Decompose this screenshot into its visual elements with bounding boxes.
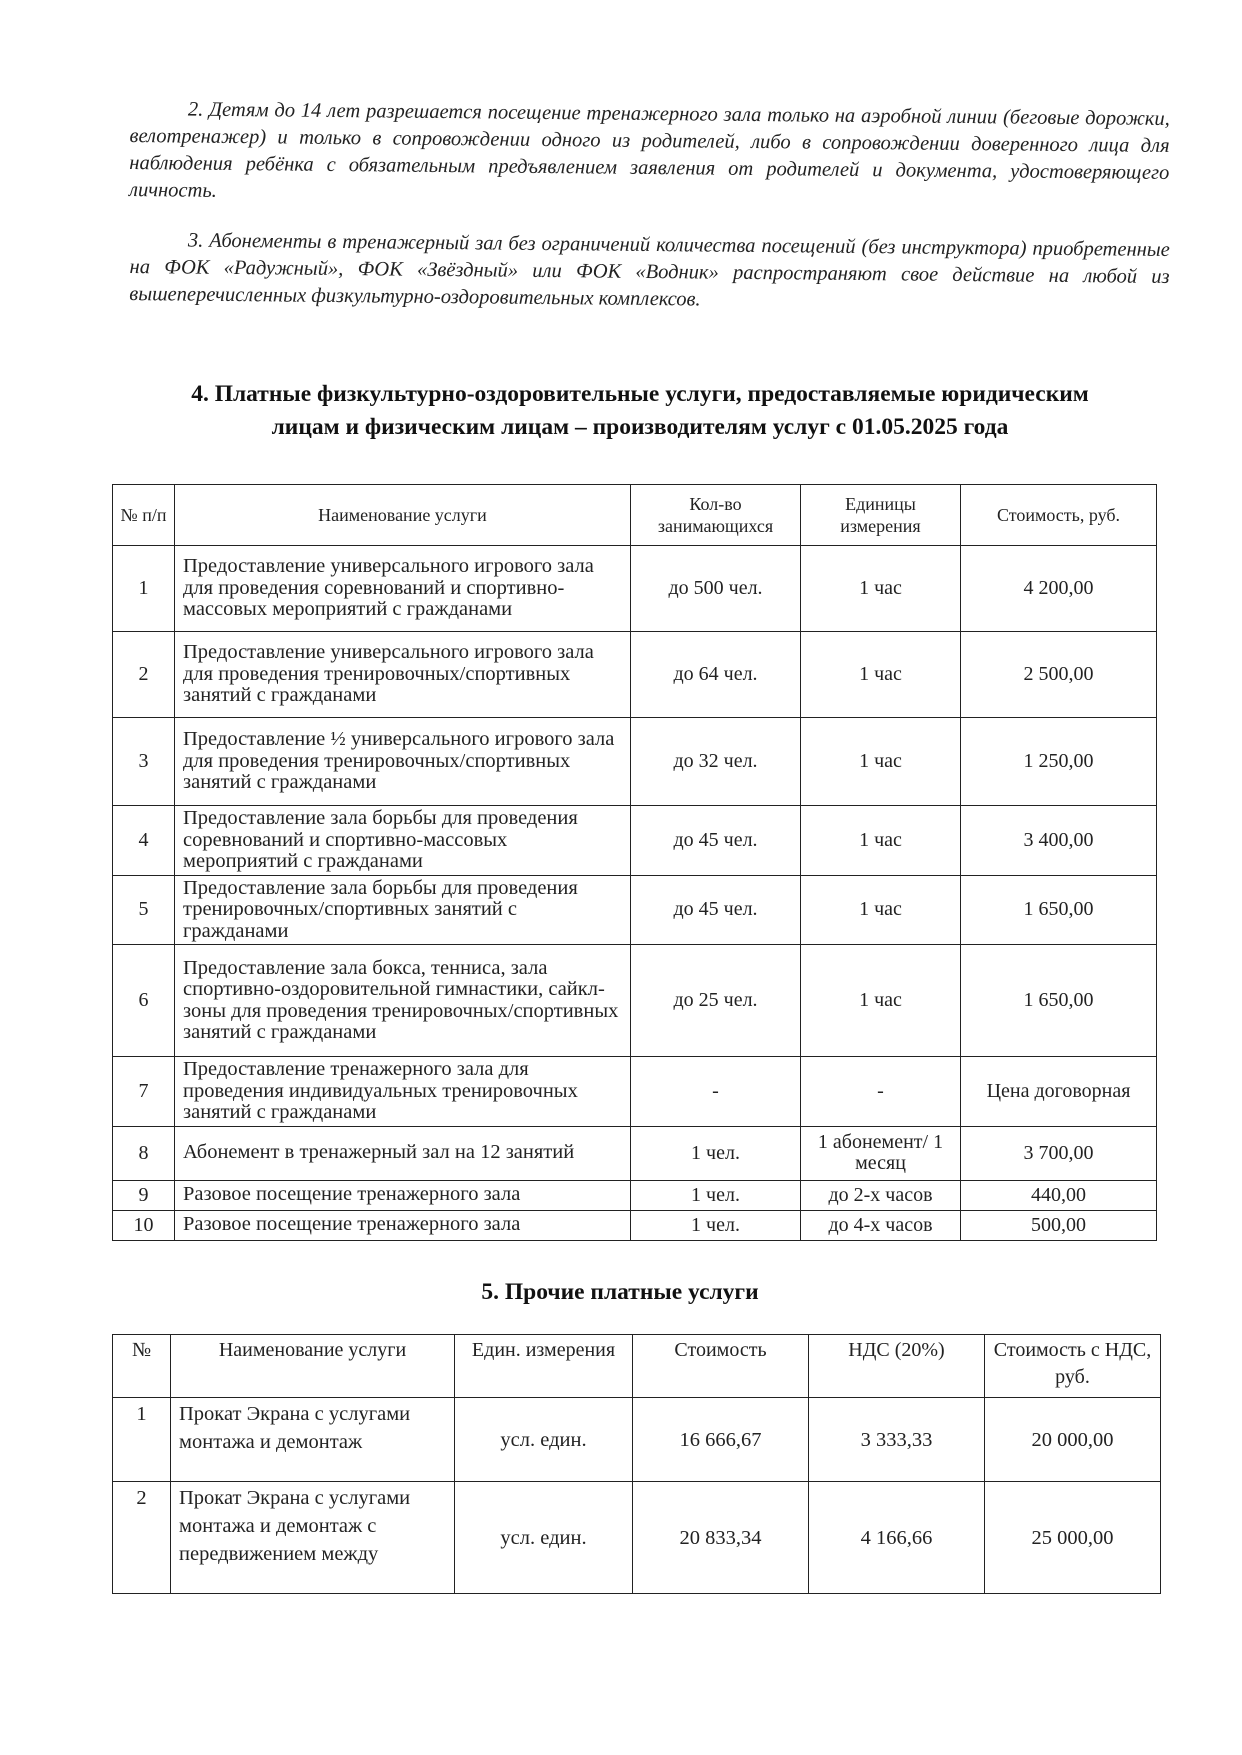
row-price: 500,00	[961, 1210, 1157, 1240]
row-unit: 1 час	[801, 875, 961, 945]
table-row	[113, 1057, 1157, 1127]
row-total: 20 000,00	[985, 1398, 1161, 1482]
row-price: Цена договорная	[961, 1057, 1157, 1127]
row-price: 440,00	[961, 1180, 1157, 1210]
row-num: 4	[113, 806, 175, 876]
row-cost: 20 833,34	[633, 1482, 809, 1594]
row-service-name: Предоставление зала борьбы для проведения тренировочных/спортивных занятий с гражданами	[175, 875, 631, 945]
section-5-services-table	[112, 1334, 1161, 1594]
header-num: № п/п	[113, 485, 175, 546]
table-row	[113, 718, 1157, 806]
row-service-name: Разовое посещение тренажерного зала	[175, 1180, 631, 1210]
row-service-name: Предоставление зала борьбы для проведения соревнований и спортивно-массовых мероприятий с гражданами	[175, 806, 631, 876]
row-unit: 1 час	[801, 718, 961, 806]
paragraph-3-text: 3. Абонементы в тренажерный зал без ограничений количества посещений (без инструктора) приобретенные на ФОК «Радужный», ФОК «Звёздный» или ФОК «Водник» распространяют свое действие на любой из вышеперечисленных физкультурно-оздоровительных комплексов.	[129, 229, 1170, 311]
table-header-row	[113, 1335, 1161, 1398]
row-service-name: Предоставление зала бокса, тенниса, зала спортивно-оздоровительной гимнастики, сайкл- зоны для проведения тренировочных/спортивных занятий с гражданами	[175, 945, 631, 1057]
row-vat: 3 333,33	[809, 1398, 985, 1482]
row-price: 2 500,00	[961, 632, 1157, 718]
row-price: 1 650,00	[961, 875, 1157, 945]
row-num: 2	[113, 1482, 171, 1594]
row-service-name: Предоставление универсального игрового зала для проведения тренировочных/спортивных занятий с гражданами	[175, 632, 631, 718]
table-row	[113, 1398, 1161, 1482]
row-count: 1 чел.	[631, 1210, 801, 1240]
row-service-name: Предоставление ½ универсального игрового зала для проведения тренировочных/спортивных занятий с гражданами	[175, 718, 631, 806]
row-price: 3 400,00	[961, 806, 1157, 876]
section-5-title: 5. Прочие платные услуги	[481, 1279, 759, 1305]
row-num: 6	[113, 945, 175, 1057]
row-num: 9	[113, 1180, 175, 1210]
header-name: Наименование услуги	[175, 485, 631, 546]
row-service-name: Прокат Экрана с услугами монтажа и демонтаж с передвижением между	[171, 1482, 455, 1594]
header-name: Наименование услуги	[171, 1335, 455, 1398]
row-num: 8	[113, 1126, 175, 1180]
table-row	[113, 1482, 1161, 1594]
row-count: 1 чел.	[631, 1180, 801, 1210]
row-num: 10	[113, 1210, 175, 1240]
row-total: 25 000,00	[985, 1482, 1161, 1594]
header-cost: Стоимость	[633, 1335, 809, 1398]
row-service-name: Предоставление тренажерного зала для проведения индивидуальных тренировочных занятий с гражданами	[175, 1057, 631, 1127]
row-unit: 1 час	[801, 546, 961, 632]
row-num: 1	[113, 546, 175, 632]
row-unit: 1 абонемент/ 1 месяц	[801, 1126, 961, 1180]
table-row	[113, 1180, 1157, 1210]
row-count: до 25 чел.	[631, 945, 801, 1057]
row-price: 3 700,00	[961, 1126, 1157, 1180]
row-cost: 16 666,67	[633, 1398, 809, 1482]
row-unit: усл. един.	[455, 1398, 633, 1482]
row-count: до 64 чел.	[631, 632, 801, 718]
row-service-name: Предоставление универсального игрового зала для проведения соревнований и спортивно-массовых мероприятий с гражданами	[175, 546, 631, 632]
row-vat: 4 166,66	[809, 1482, 985, 1594]
row-num: 7	[113, 1057, 175, 1127]
row-count: до 500 чел.	[631, 546, 801, 632]
section-4-services-table	[112, 484, 1157, 1241]
section-4-title: 4. Платные физкультурно-оздоровительные услуги, предоставляемые юридическим лицам и физическим лицам – производителям услуг с 01.05.2025 года	[191, 381, 1089, 440]
row-price: 1 250,00	[961, 718, 1157, 806]
table-row	[113, 1210, 1157, 1240]
row-unit: -	[801, 1057, 961, 1127]
header-unit: Единицы измерения	[801, 485, 961, 546]
row-unit: до 2-х часов	[801, 1180, 961, 1210]
row-count: 1 чел.	[631, 1126, 801, 1180]
paragraph-3	[129, 227, 1170, 318]
table-row	[113, 1126, 1157, 1180]
row-unit: 1 час	[801, 806, 961, 876]
row-unit: усл. един.	[455, 1482, 633, 1594]
row-unit: 1 час	[801, 632, 961, 718]
header-num: №	[113, 1335, 171, 1398]
row-num: 2	[113, 632, 175, 718]
paragraph-2	[129, 96, 1170, 214]
header-unit: Един. измерения	[455, 1335, 633, 1398]
header-total: Стоимость с НДС, руб.	[985, 1335, 1161, 1398]
table-header-row	[113, 485, 1157, 546]
row-price: 1 650,00	[961, 945, 1157, 1057]
row-count: до 45 чел.	[631, 806, 801, 876]
row-service-name: Абонемент в тренажерный зал на 12 занятий	[175, 1126, 631, 1180]
table-row	[113, 875, 1157, 945]
row-num: 5	[113, 875, 175, 945]
table-row	[113, 632, 1157, 718]
row-unit: 1 час	[801, 945, 961, 1057]
row-service-name: Прокат Экрана с услугами монтажа и демонтаж	[171, 1398, 455, 1482]
header-price: Стоимость, руб.	[961, 485, 1157, 546]
header-vat: НДС (20%)	[809, 1335, 985, 1398]
row-unit: до 4-х часов	[801, 1210, 961, 1240]
paragraph-2-text: 2. Детям до 14 лет разрешается посещение тренажерного зала только на аэробной линии (беговые дорожки, велотренажер) и только в сопровождении одного из родителей, либо в сопровождении доверенного лица для наблюдения ребёнка с обязательным предъявлением заявления от родителей и документа, удостоверяющего личность.	[128, 98, 1170, 202]
table-row	[113, 806, 1157, 876]
table-row	[113, 546, 1157, 632]
row-price: 4 200,00	[961, 546, 1157, 632]
row-count: до 32 чел.	[631, 718, 801, 806]
row-count: -	[631, 1057, 801, 1127]
row-num: 3	[113, 718, 175, 806]
table-row	[113, 945, 1157, 1057]
row-num: 1	[113, 1398, 171, 1482]
header-count: Кол-во занимающихся	[631, 485, 801, 546]
row-service-name: Разовое посещение тренажерного зала	[175, 1210, 631, 1240]
row-count: до 45 чел.	[631, 875, 801, 945]
